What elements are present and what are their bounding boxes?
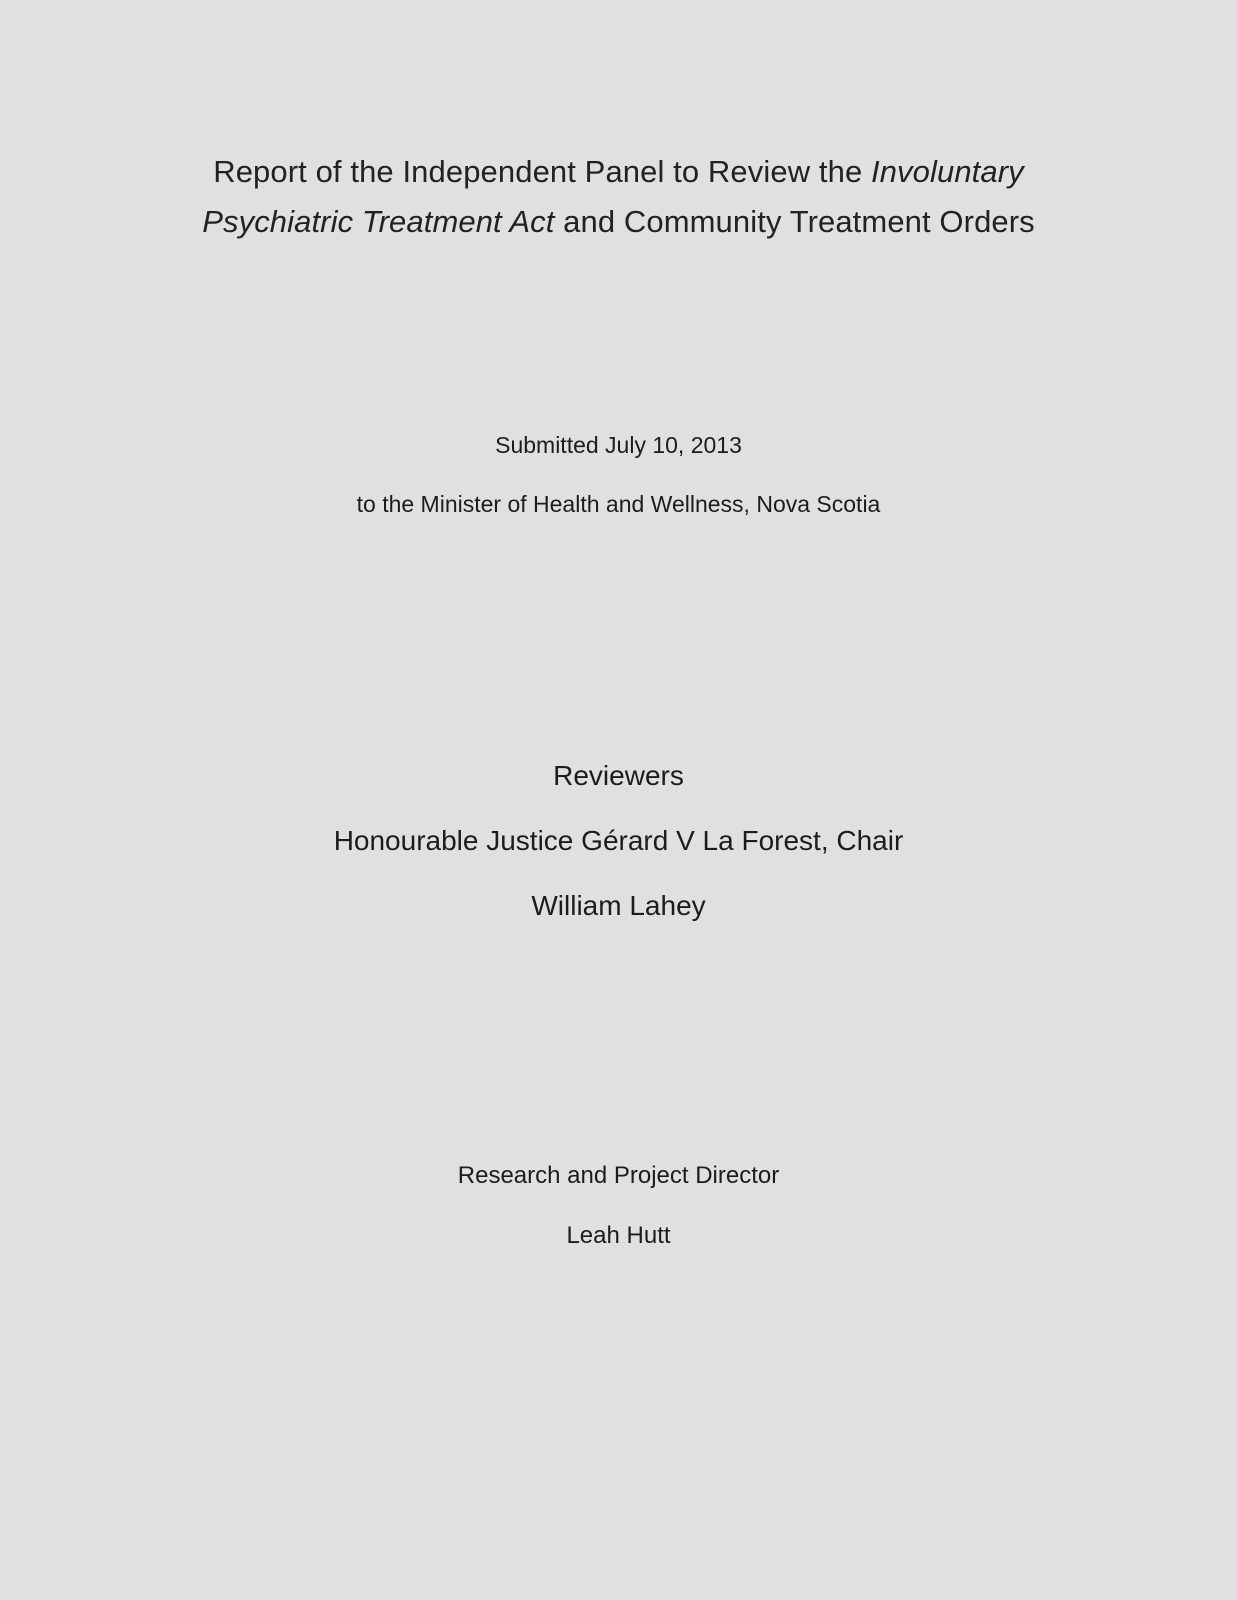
- research-director-name: Leah Hutt: [566, 1222, 671, 1249]
- title-line1-italic: Involuntary: [871, 154, 1024, 189]
- reviewer-member: William Lahey: [531, 890, 706, 921]
- title-line2-italic: Psychiatric Treatment Act: [202, 204, 555, 239]
- reviewer-chair: Honourable Justice Gérard V La Forest, Chair: [333, 825, 904, 856]
- report-title-line-1: [0, 154, 1237, 190]
- research-director-heading: Research and Project Director: [457, 1162, 780, 1189]
- reviewers-heading: Reviewers: [553, 760, 684, 791]
- submitted-recipient: to the Minister of Health and Wellness, Nova Scotia: [356, 491, 881, 517]
- submitted-date: Submitted July 10, 2013: [495, 432, 742, 458]
- report-title-line-2: [0, 204, 1237, 240]
- title-line1-text: Report of the Independent Panel to Review the: [213, 154, 871, 189]
- title-line2-text: and Community Treatment Orders: [554, 204, 1035, 239]
